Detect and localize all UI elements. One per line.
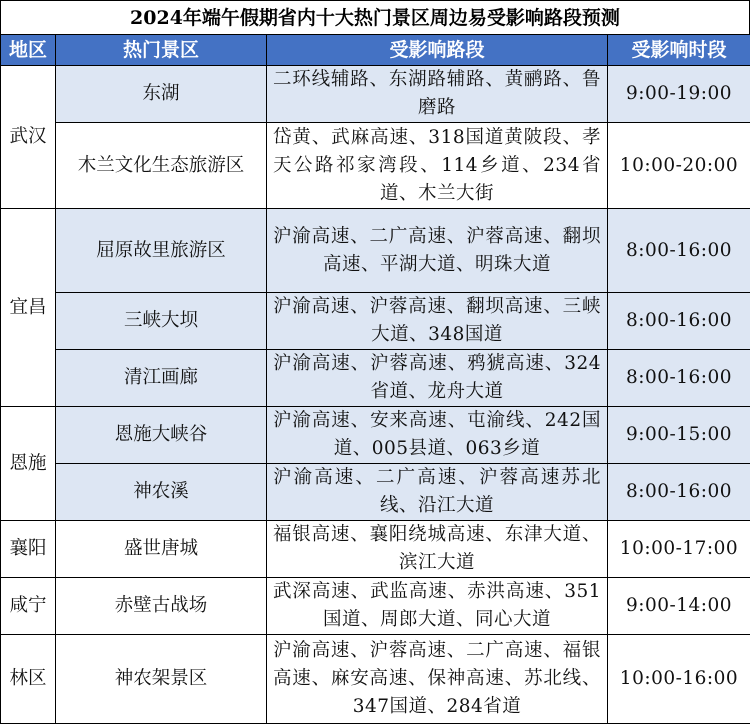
region-cell: 咸宁 [1,578,56,635]
roads-cell: 沪渝高速、二广高速、沪蓉高速、翻坝高速、平湖大道、明珠大道 [267,209,608,293]
spot-cell: 清江画廊 [56,350,267,407]
header-spot: 热门景区 [56,35,267,66]
spot-cell: 三峡大坝 [56,293,267,350]
time-cell: 8:00-16:00 [608,293,750,350]
table-row [1,521,750,578]
spot-cell: 神农溪 [56,464,267,521]
spot-cell: 恩施大峡谷 [56,407,267,464]
time-cell: 9:00-15:00 [608,407,750,464]
roads-cell: 岱黄、武麻高速、318国道黄陂段、孝天公路祁家湾段、114乡道、234省道、木兰大街 [267,123,608,209]
header-time: 受影响时段 [608,35,750,66]
spot-cell: 神农架景区 [56,635,267,724]
header-row [1,35,750,66]
region-cell: 宜昌 [1,209,56,407]
table-row [1,209,750,293]
roads-cell: 沪渝高速、沪蓉高速、翻坝高速、三峡大道、348国道 [267,293,608,350]
spot-cell: 东湖 [56,66,267,123]
roads-cell: 沪渝高速、沪蓉高速、鸦猇高速、324省道、龙舟大道 [267,350,608,407]
region-cell: 武汉 [1,66,56,209]
table-row [1,350,750,407]
time-cell: 8:00-16:00 [608,350,750,407]
table-row [1,635,750,724]
roads-cell: 福银高速、襄阳绕城高速、东津大道、滨江大道 [267,521,608,578]
time-cell: 8:00-16:00 [608,464,750,521]
roads-cell: 二环线辅路、东湖路辅路、黄鹂路、鲁磨路 [267,66,608,123]
table-row [1,464,750,521]
table-row [1,407,750,464]
traffic-table [0,34,750,724]
time-cell: 9:00-19:00 [608,66,750,123]
spot-cell: 盛世唐城 [56,521,267,578]
roads-cell: 沪渝高速、安来高速、屯渝线、242国道、005县道、063乡道 [267,407,608,464]
time-cell: 10:00-17:00 [608,521,750,578]
time-cell: 10:00-16:00 [608,635,750,724]
table-title: 2024年端午假期省内十大热门景区周边易受影响路段预测 [0,0,750,34]
time-cell: 8:00-16:00 [608,209,750,293]
table-row [1,293,750,350]
region-cell: 林区 [1,635,56,724]
table-row [1,66,750,123]
spot-cell: 木兰文化生态旅游区 [56,123,267,209]
spot-cell: 屈原故里旅游区 [56,209,267,293]
roads-cell: 沪渝高速、二广高速、沪蓉高速苏北线、沿江大道 [267,464,608,521]
region-cell: 恩施 [1,407,56,521]
time-cell: 9:00-14:00 [608,578,750,635]
header-roads: 受影响路段 [267,35,608,66]
region-cell: 襄阳 [1,521,56,578]
table-row [1,123,750,209]
time-cell: 10:00-20:00 [608,123,750,209]
spot-cell: 赤壁古战场 [56,578,267,635]
table-row [1,578,750,635]
roads-cell: 沪渝高速、沪蓉高速、二广高速、福银高速、麻安高速、保神高速、苏北线、347国道、284省道 [267,635,608,724]
roads-cell: 武深高速、武监高速、赤洪高速、351国道、周郎大道、同心大道 [267,578,608,635]
header-region: 地区 [1,35,56,66]
